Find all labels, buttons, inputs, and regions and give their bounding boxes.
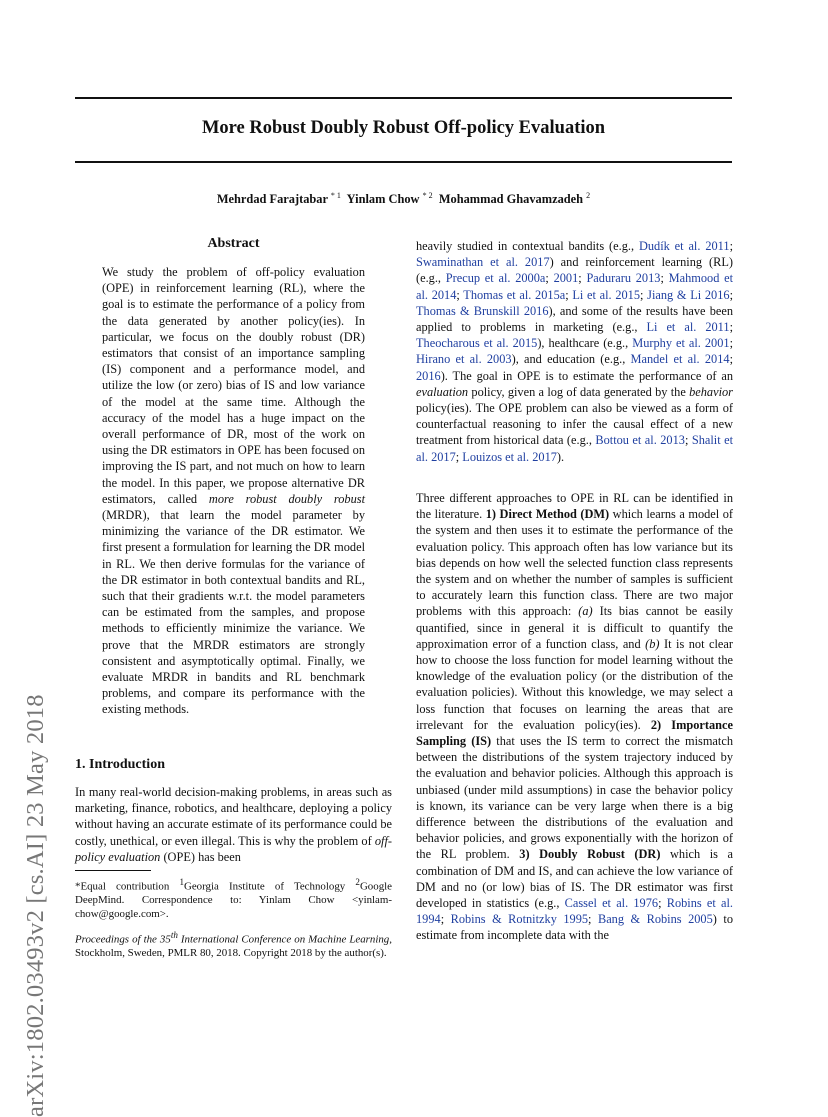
abstract-emphasis: more robust doubly robust — [208, 491, 366, 506]
body-text: ; — [729, 336, 733, 351]
paper-title: More Robust Doubly Robust Off-policy Evaluation — [201, 118, 606, 138]
body-text: ; — [456, 287, 464, 302]
citation-link[interactable]: Robins & Rotnitzky 1995 — [450, 912, 589, 927]
citation-link[interactable]: Thomas et al. 2015a — [463, 287, 566, 302]
right-column-paragraph-2 — [416, 490, 733, 944]
author-name: Yinlam Chow — [346, 192, 420, 207]
intro-emphasis: off-policy evaluation — [75, 833, 392, 864]
body-text: ; — [565, 287, 573, 302]
citation-link[interactable]: Cassel et al. 1976 — [564, 896, 659, 911]
body-text: heavily studied in contextual bandits (e.g., — [416, 239, 639, 253]
proceedings-text: , Stockholm, Sweden, PMLR 80, 2018. Copyright 2018 by the author(s). — [75, 933, 392, 960]
footnote — [75, 876, 392, 922]
abstract-body — [102, 264, 365, 718]
body-text: 3) Doubly Robust (DR) — [519, 847, 661, 862]
body-text: ; — [729, 239, 733, 253]
citation-link[interactable]: Jiang & Li 2016 — [647, 287, 730, 302]
abstract-text: (MRDR), that learn the model parameter by minimizing the variance of the DR estimator. We first present a formulation for learning the DR model in RL. We then derive formulas for the variance of the DR estimator in both contextual bandits and RL, such that their gradients w.r.t. the model parameters can be estimated from the samples, and propose methods to efficiently minimize the variance. We prove that the MRDR estimators are strongly consistent and asymptotically optimal. Finally, we evaluate MRDR in bandits and RL benchmark problems, and compare its performance with the existing methods. — [102, 508, 365, 717]
body-text: ; — [729, 320, 733, 335]
proceedings-sup: th — [170, 930, 178, 940]
citation-link[interactable]: Dudík et al. 2011 — [638, 239, 730, 253]
body-text: ), and some of the results have been applied to problems in marketing (e.g., — [416, 303, 733, 335]
footnote-sup: 2 — [355, 877, 360, 887]
arxiv-stamp — [22, 285, 52, 1117]
body-text: ), healthcare (e.g., — [537, 336, 633, 351]
body-text: which learns a model of the system and then uses it to estimate the performance of the evaluation policy. This approach often has low variance but its bias depends on how well the selected function class represents the system and on whether the number of samples is sufficient to accurately learn this function class. There are two major problems with this approach: — [416, 507, 733, 619]
author-affiliation-mark: 2 — [586, 191, 591, 200]
body-text: Its bias cannot be easily quantified, since in general it is difficult to quantify the approximation error of a function class, and — [416, 604, 733, 651]
body-text: ; — [588, 912, 598, 927]
citation-link[interactable]: Precup et al. 2000a — [445, 271, 546, 286]
author-name: Mehrdad Farajtabar — [216, 192, 328, 207]
footnote-text: Google DeepMind. Correspondence to: Yinlam Chow <yinlam-chow@google.com>. — [75, 880, 392, 921]
section-heading-introduction: 1. Introduction — [75, 757, 165, 772]
body-text: It is not clear how to choose the loss function for model learning without the knowledge of the evaluation policy (or the distribution of the evaluation policies). Without this knowledge, we may select a loss function that focuses on learning the areas that are irrelevant for the evaluation policy(ies). — [416, 636, 733, 732]
top-rule — [75, 97, 732, 99]
body-text: ; — [545, 271, 554, 286]
title-bottom-rule — [75, 161, 732, 163]
citation-link[interactable]: Thomas & Brunskill 2016 — [416, 303, 549, 318]
citation-link[interactable]: Mandel et al. 2014 — [630, 352, 730, 367]
body-text: (b) — [645, 636, 660, 651]
body-text: Three different approaches to OPE in RL can be identified in the literature. — [416, 491, 733, 522]
body-text: ; — [684, 433, 692, 448]
body-text: behavior — [689, 384, 733, 399]
intro-text: In many real-world decision-making problems, in areas such as marketing, finance, robotics, and healthcare, deploying a policy without having an accurate estimate of its performance could be costly, unethical, or even illegal. This is why the problem of — [75, 785, 392, 848]
body-text: 1) Direct Method (DM) — [485, 507, 610, 522]
footnote-text: *Equal contribution — [75, 880, 180, 893]
body-text: ; — [455, 449, 463, 464]
author-affiliation-mark: * 2 — [422, 191, 433, 200]
body-text: 2) Importance Sampling (IS) — [416, 717, 733, 749]
citation-link[interactable]: Mahmood et al. 2014 — [416, 271, 734, 302]
body-text: evaluation — [416, 384, 469, 399]
citation-link[interactable]: 2016 — [416, 368, 441, 383]
body-text: ; — [658, 896, 667, 911]
abstract-text: We study the problem of off-policy evaluation (OPE) in reinforcement learning (RL), where the goal is to estimate the performance of a policy from the data generated by another policy(ies). In particular, we focus on the doubly robust (DR) estimators that consist of an importance sampling (IS) component and a performance model, and utilize the low (or zero) bias of IS and low variance of the model at the same time. Although the accuracy of the model has a huge impact on the overall performance of DR, most of the work on using the DR estimators in OPE has been focused on improving the IS part, and not much on how to learn the model. In this paper, we propose alternative DR estimators, called — [102, 265, 365, 506]
body-text: ) to estimate from incomplete data with the — [416, 912, 733, 943]
body-text: policy, given a log of data generated by the — [468, 384, 690, 399]
body-text: (a) — [578, 604, 593, 619]
intro-text: (OPE) has been — [160, 849, 241, 864]
citation-link[interactable]: Louizos et al. 2017 — [462, 449, 557, 464]
body-text: ; — [729, 287, 734, 302]
citation-link[interactable]: Shalit et al. 2017 — [416, 433, 733, 464]
author-affiliation-mark: * 1 — [330, 191, 341, 200]
author-name: Mohammad Ghavamzadeh — [438, 192, 584, 207]
footnote-sup: 1 — [179, 877, 184, 887]
citation-link[interactable]: Robins et al. 1994 — [416, 896, 734, 927]
body-text: ; — [660, 271, 669, 286]
right-column-paragraph-1 — [416, 238, 733, 465]
author-list — [75, 191, 732, 207]
body-text: that uses the IS term to correct the mismatch between the distributions of the system trajectory induced by the evaluation and behavior policies. Although this approach is unbiased (under mild assumptions) in case the behavior policy is known, its variance can be very large when there is a big difference between the distributions of the evaluation and behavior policies, and grows exponentially with the horizon of the RL problem. — [416, 734, 733, 862]
arxiv-stamp-text: arXiv:1802.03493v2 [cs.AI] 23 May 2018 — [22, 694, 49, 1117]
body-text: ; — [640, 287, 648, 302]
citation-link[interactable]: Swaminathan et al. 2017 — [416, 255, 550, 270]
citation-link[interactable]: Li et al. 2011 — [646, 320, 730, 335]
citation-link[interactable]: Hirano et al. 2003 — [416, 352, 512, 367]
proceedings-emphasis: Proceedings of the 35 — [75, 933, 171, 946]
body-text: ). The goal in OPE is to estimate the performance of an — [440, 368, 733, 383]
abstract-heading: Abstract — [207, 236, 260, 251]
footnote-text: Georgia Institute of Technology — [183, 880, 356, 893]
body-text: policy(ies). The OPE problem can also be viewed as a form of counterfactual reasoning to infer the causal effect of a new treatment from historical data (e.g., — [416, 401, 733, 448]
body-text: ; — [440, 912, 451, 927]
body-text: ; — [729, 352, 733, 367]
citation-link[interactable]: Li et al. 2015 — [572, 287, 641, 302]
body-text: ) and reinforcement learning (RL) (e.g., — [416, 255, 733, 286]
citation-link[interactable]: 2001 — [553, 271, 579, 286]
proceedings-note — [75, 929, 392, 961]
citation-link[interactable]: Theocharous et al. 2015 — [416, 336, 538, 351]
introduction-body — [75, 784, 392, 865]
citation-link[interactable]: Bottou et al. 2013 — [595, 433, 685, 448]
body-text: ), and education (e.g., — [511, 352, 631, 367]
proceedings-emphasis: International Conference on Machine Learning — [177, 933, 390, 946]
body-text: ; — [578, 271, 587, 286]
citation-link[interactable]: Paduraru 2013 — [586, 271, 661, 286]
body-text: which is a combination of DM and IS, and can achieve the low variance of DM and no (or low) bias of IS. The DR estimator was first developed in statistics (e.g., — [416, 847, 734, 911]
citation-link[interactable]: Bang & Robins 2005 — [597, 912, 713, 927]
citation-link[interactable]: Murphy et al. 2001 — [632, 336, 730, 351]
body-text: ). — [556, 449, 565, 464]
footnote-rule — [75, 870, 151, 871]
